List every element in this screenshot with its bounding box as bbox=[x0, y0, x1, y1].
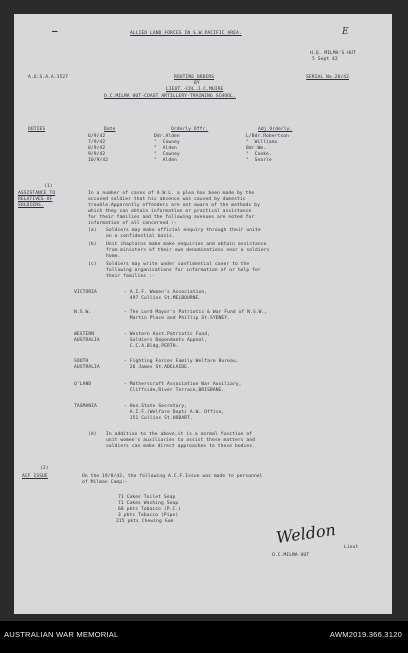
intro-line: information of all concerned :- bbox=[88, 221, 177, 226]
header-title: ALLIED LAND FORCES IN S.W.PACIFIC AREA. bbox=[130, 31, 242, 36]
org-line: - A.I.F. Women's Association, bbox=[124, 290, 208, 295]
routine-orders-title: ROUTINE ORDERS bbox=[174, 75, 215, 80]
serial-number: SERIAL No.28/42 bbox=[306, 75, 349, 80]
item-marker: (d) bbox=[88, 432, 97, 437]
item-marker: (a) bbox=[88, 228, 97, 233]
signature-unit: O.C.MILMA HUT bbox=[272, 553, 310, 558]
item-line: Unit chaplains make make enquiries and obtain assistance bbox=[106, 242, 267, 247]
org-line: 497 Collins St.MELBOURNE. bbox=[124, 296, 202, 301]
list-item: 215 pkts Chewing Gum bbox=[116, 519, 174, 524]
item-line: home. bbox=[106, 254, 121, 259]
org-line: A.I.F.(Welfare Dept) A.W. Office, bbox=[124, 410, 225, 415]
intro-line: accused soldier that his absence was caused by domestic bbox=[88, 197, 246, 202]
list-item: 68 pkts Tobacco (P.C.) bbox=[118, 507, 182, 512]
table-row: 10/9/42 " Alden " Searle bbox=[88, 158, 272, 163]
document-page bbox=[14, 14, 392, 614]
item-line: following organisations for information of or help for bbox=[106, 268, 261, 273]
header-hq: H.Q. MILMA'S HUT bbox=[310, 51, 356, 56]
list-item: 71 Cakes Toilet Soap bbox=[118, 495, 176, 500]
section-2-number: (2) bbox=[40, 466, 49, 471]
org-line: Martin Place and Phillip St.SYDNEY. bbox=[124, 316, 231, 321]
intro-line: trouble.Apparently offenders are not aware of the methods by bbox=[88, 203, 260, 208]
footer-source: AUSTRALIAN WAR MEMORIAL bbox=[4, 630, 119, 639]
item-line: from ministers of their own denominations near a soldiers bbox=[106, 248, 270, 253]
item-line: on a confidential basis. bbox=[106, 234, 175, 239]
annotation-letter: E bbox=[342, 27, 349, 37]
org-line: - Hon.State Secretary, bbox=[124, 404, 188, 409]
intro-line: for their families and the following avenues are noted for bbox=[88, 215, 255, 220]
org-line: - Western Aust.Patriotic Fund, bbox=[124, 332, 210, 337]
table-row: 9/9/42 " Cowney " Cooke. bbox=[88, 152, 272, 157]
item-marker: (c) bbox=[88, 262, 97, 267]
table-row: 7/9/42 " Cowney " Williams bbox=[88, 140, 278, 145]
org-state: VICTORIA bbox=[74, 290, 97, 295]
intro-line: On the 19/8/42, the following A.C.F.Issue was made to personnel bbox=[82, 474, 263, 479]
item-line: In addition to the above,it is a normal function of bbox=[106, 432, 253, 437]
routine-by: BY bbox=[194, 81, 200, 86]
section-1-title-line: RELATIVES OF bbox=[18, 197, 53, 202]
duties-header-adj: Adj.Orderly. bbox=[258, 127, 293, 132]
item-line: Soldiers may make official enquiry through their unite bbox=[106, 228, 261, 233]
intro-line: which they can obtain information or practical assistance bbox=[88, 209, 252, 214]
duties-header-orderly: Orderly Offr. bbox=[171, 127, 209, 132]
duties-header-date: Date bbox=[104, 127, 116, 132]
item-marker: (b) bbox=[88, 242, 97, 247]
item-line: their families :- bbox=[106, 274, 155, 279]
section-2-title: ACF ISSUE bbox=[22, 474, 48, 479]
org-state: WESTERN AUSTRALIA bbox=[74, 332, 100, 343]
ao-reference: A.O.S.A.A.1527 bbox=[28, 75, 69, 80]
item-line: soldiers can make direct approaches to these bodies. bbox=[106, 444, 256, 449]
annotation-dash: — bbox=[52, 27, 58, 37]
org-line: - Fighting Forces Family Welfare Bureau, bbox=[124, 359, 239, 364]
org-state: TASMANIA bbox=[74, 404, 97, 409]
org-state: SOUTH AUSTRALIA bbox=[74, 359, 100, 370]
table-row: 6/9/42 Ddr.Alden L/Bdr.Robertson bbox=[88, 134, 289, 139]
section-1-title-line: ASSISTANCE TO bbox=[18, 191, 56, 196]
signature-rank: Lieut bbox=[344, 545, 359, 550]
section-1-title-line: SOLDIERS. bbox=[18, 203, 44, 208]
org-state: N.S.W. bbox=[74, 310, 92, 315]
item-line: unit women's auxiliaries to assist these matters and bbox=[106, 438, 256, 443]
routine-unit: O.C.MILMA HUT-COAST ARTILLERY-TRAINING SCHOOL. bbox=[104, 94, 236, 99]
routine-officer: LIEUT.-COL.J.C.MUIRE bbox=[166, 87, 224, 92]
duties-label: DUTIES bbox=[28, 127, 46, 132]
org-line: Cliffside,River Terrace,BRISBANE. bbox=[124, 388, 225, 393]
intro-line: of Milman Camp:- bbox=[82, 480, 128, 485]
section-1-number: (1) bbox=[44, 184, 53, 189]
intro-line: In a number of cases of A.W.L. a plea has been made by the bbox=[88, 191, 255, 196]
list-item: 3 pkts Tobacco (Pipe) bbox=[118, 513, 179, 518]
footer-bar bbox=[0, 621, 408, 653]
org-line: C.C.A.Bldg.PERTH. bbox=[124, 344, 179, 349]
header-date: 5 Sept 42 bbox=[312, 57, 338, 62]
org-line: - Motherscraft Association War Auxiliary, bbox=[124, 382, 242, 387]
org-line: - The Lord Mayor's Patriotic & War Fund of N.S.W., bbox=[124, 310, 268, 315]
org-line: Soldiers Dependants Appeal, bbox=[124, 338, 208, 343]
handwritten-signature: Weldon bbox=[274, 519, 337, 548]
footer-accession: AWM2019.366.3120 bbox=[329, 630, 402, 639]
table-row: 8/9/42 " Alden Bdr.Wm. bbox=[88, 146, 267, 151]
org-state: Q'LAND bbox=[74, 382, 92, 387]
list-item: 71 Cakes Washing Soap bbox=[118, 501, 179, 506]
org-line: 151 Collins St.HOBART. bbox=[124, 416, 193, 421]
item-line: Soldiers may write under confidential cover to the bbox=[106, 262, 250, 267]
org-line: 26 James St.ADELAIDE. bbox=[124, 365, 190, 370]
